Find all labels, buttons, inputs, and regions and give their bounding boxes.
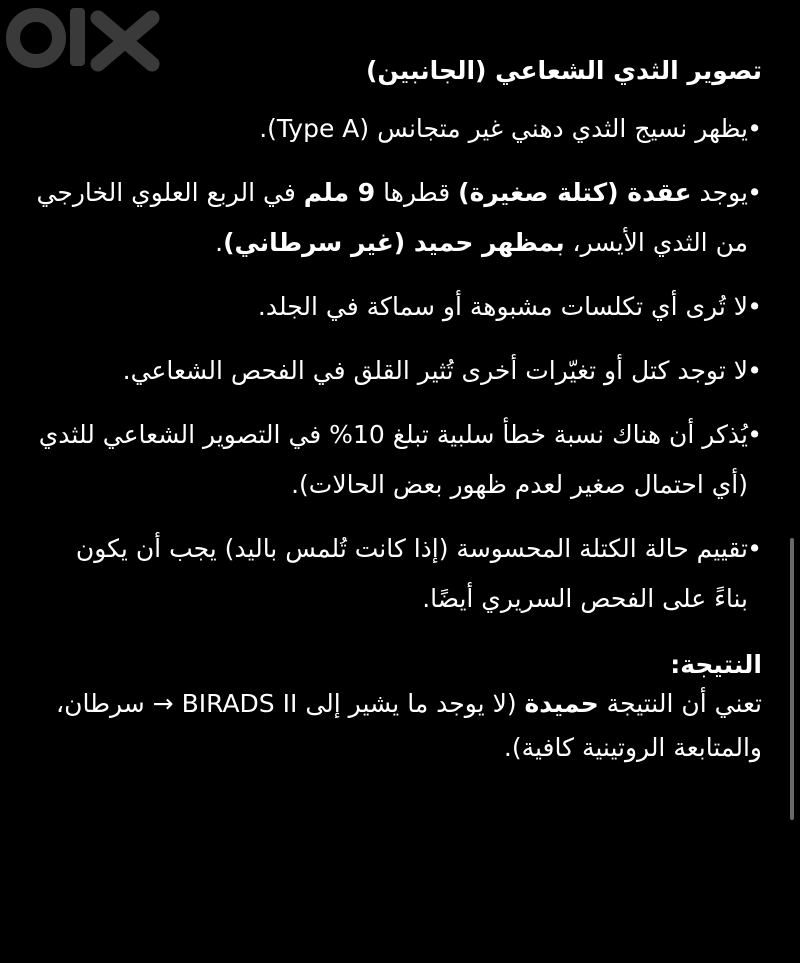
item-text: يوجد	[691, 178, 748, 207]
result-bold: حميدة	[524, 689, 599, 718]
item-bold: عقدة (كتلة صغيرة)	[458, 178, 692, 207]
list-item	[36, 168, 762, 268]
bullet: •	[747, 178, 762, 207]
list-item	[36, 524, 762, 624]
result-part: تعني أن النتيجة	[598, 689, 762, 718]
item-text: لا تُرى أي تكلسات مشبوهة أو سماكة في الجلد.	[257, 292, 748, 321]
item-text: يظهر نسيج الثدي دهني غير متجانس (Type A).	[259, 114, 748, 143]
list-item	[36, 410, 762, 510]
scrollbar[interactable]	[790, 538, 794, 820]
bullet: •	[747, 292, 762, 321]
result-title: النتيجة:	[670, 650, 762, 679]
bullet: •	[747, 420, 762, 449]
item-text: في الربع العلوي الخارجي من الثدي الأيسر،	[36, 178, 748, 257]
item-text: قطرها	[375, 178, 459, 207]
list-item	[36, 104, 762, 154]
list-item	[36, 282, 762, 332]
item-text: تقييم حالة الكتلة المحسوسة (إذا كانت تُلمس باليد) يجب أن يكون بناءً على الفحص السريري أيضًا.	[75, 534, 748, 613]
result-text	[36, 682, 762, 770]
item-text: .	[215, 228, 224, 257]
result-part: (لا يوجد ما يشير إلى BIRADS II → سرطان، والمتابعة الروتينية كافية).	[56, 689, 762, 762]
bullet: •	[747, 534, 762, 563]
item-text: يُذكر أن هناك نسبة خطأ سلبية تبلغ 10% في التصوير الشعاعي للثدي (أي احتمال صغير لعدم ظهور بعض الحالات).	[38, 420, 748, 499]
item-text: لا توجد كتل أو تغيّرات أخرى تُثير القلق في الفحص الشعاعي.	[122, 356, 748, 385]
list-item	[36, 346, 762, 396]
bullet: •	[747, 114, 762, 143]
report-content	[36, 46, 762, 770]
bullet: •	[747, 356, 762, 385]
report-title: تصوير الثدي الشعاعي (الجانبين)	[365, 56, 762, 85]
item-bold: 9 ملم	[303, 178, 376, 207]
item-bold: بمظهر حميد (غير سرطاني)	[223, 228, 565, 257]
